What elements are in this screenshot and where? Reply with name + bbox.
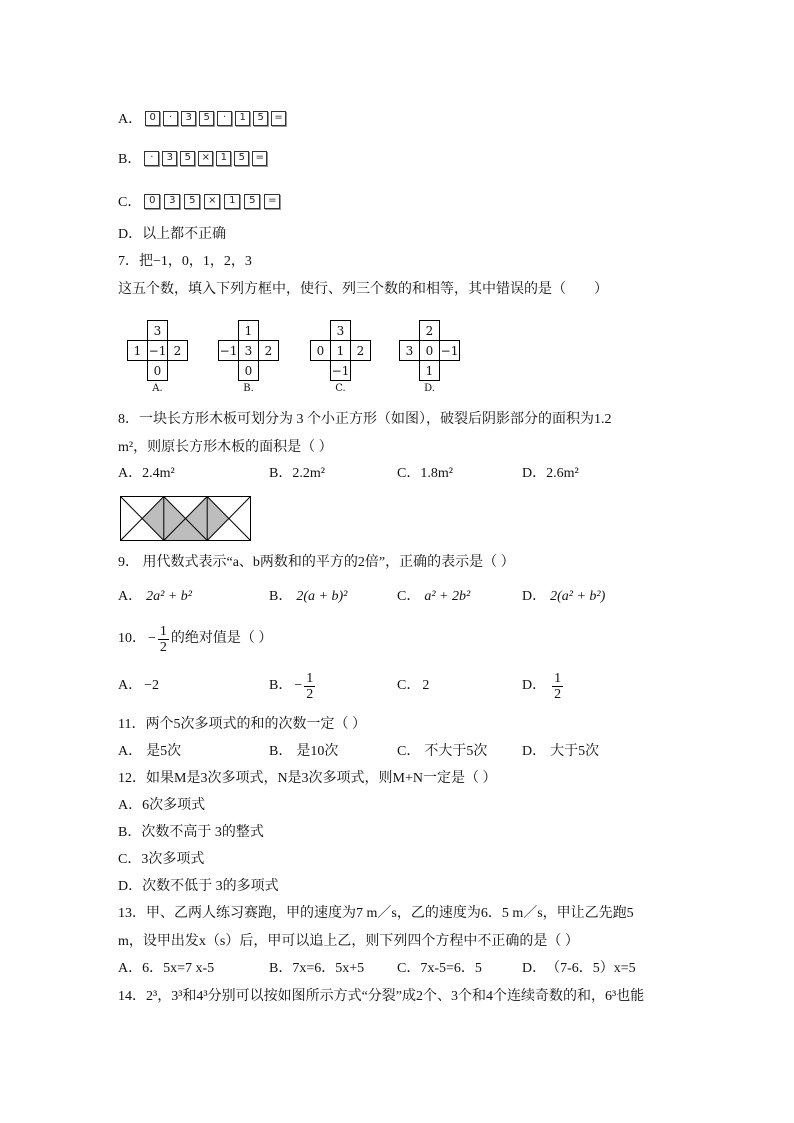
option-a [118, 959, 214, 979]
q6-option-d [0, 225, 794, 245]
cross-cell-left: 0 [310, 340, 331, 361]
question-text: 8．一块长方形木板可划分为 3 个小正方形（如图），破裂后阴影部分的面积为1.2 [118, 412, 612, 427]
math-expression: 2a² + b² [146, 589, 192, 604]
cross-label: D. [424, 383, 435, 394]
shaded-triangle [142, 497, 164, 541]
option-b [269, 959, 364, 979]
q6-option-b [0, 150, 794, 170]
cross-cell-top: 3 [330, 320, 351, 341]
option-letter: A． [118, 678, 143, 693]
calculator-key-sequence [144, 151, 270, 166]
option-b [269, 742, 338, 762]
option-letter: B． [118, 152, 142, 167]
calculator-key: 0 [145, 111, 160, 126]
cross-diagram-c [310, 320, 371, 400]
option-c [397, 959, 482, 979]
question-number: 10． [118, 631, 146, 646]
cross-cell-top: 3 [147, 320, 168, 341]
q12-option-d [0, 877, 794, 897]
fraction-numerator: 1 [306, 670, 314, 686]
option-text: （7-6．5）x=5 [546, 961, 636, 976]
option-text: 2.6m² [546, 466, 579, 481]
question-text: 11．两个5次多项式的和的次数一定（ ） [118, 717, 366, 732]
option-letter: D． [522, 744, 547, 759]
option-letter: A． [118, 589, 143, 604]
option-letter: A． [118, 798, 143, 813]
option-text: 1.8m² [420, 466, 453, 481]
question-text: m，设甲出发x（s）后，甲可以追上乙，则下列四个方程中不正确的是（ ） [118, 934, 579, 949]
calculator-key: 3 [162, 151, 177, 166]
option-a [118, 464, 175, 484]
calculator-key: 5 [234, 151, 249, 166]
q13-options [0, 959, 794, 979]
q9-stem [0, 553, 794, 573]
option-letter: A． [118, 744, 143, 759]
cross-cell-center: 1 [330, 340, 351, 361]
option-d [522, 464, 579, 484]
calculator-key: 1 [224, 194, 240, 209]
option-text: 次数不高于 3的整式 [141, 825, 264, 840]
option-letter: D． [522, 961, 547, 976]
calculator-key: · [163, 111, 178, 126]
math-expression: 2(a + b)² [296, 589, 348, 604]
q12-option-b [0, 823, 794, 843]
cross-diagram-a [127, 320, 188, 400]
option-a [118, 669, 159, 703]
q7-stem-line1 [0, 252, 794, 272]
calculator-key: × [204, 194, 220, 209]
fraction [552, 671, 563, 702]
option-letter: A． [118, 466, 143, 481]
option-text: 7x-5=6．5 [420, 961, 482, 976]
q6-option-a [0, 110, 794, 130]
option-letter: B． [269, 961, 293, 976]
cross-cell-bottom: 0 [238, 360, 259, 381]
option-d [522, 669, 565, 703]
cross-diagram-d [399, 320, 460, 400]
option-a [118, 742, 181, 762]
option-d [522, 742, 599, 762]
shaded-triangle [207, 497, 229, 541]
rectangle-board-figure [120, 496, 251, 541]
cross-label: A. [152, 383, 163, 394]
fraction-numerator: 1 [554, 670, 562, 686]
option-letter: C． [397, 961, 421, 976]
q14-stem [0, 987, 794, 1007]
option-letter: B． [118, 825, 142, 840]
cross-cell-right: −1 [439, 340, 460, 361]
option-letter: D． [522, 466, 547, 481]
option-letter: C． [397, 589, 421, 604]
option-text: 以上都不正确 [142, 227, 227, 242]
option-text: 不大于5次 [424, 744, 488, 759]
cross-cell-center: 0 [419, 340, 440, 361]
fraction [304, 671, 315, 702]
option-b [269, 669, 317, 703]
option-c [397, 669, 429, 703]
option-text: 2 [422, 678, 430, 693]
minus-sign: − [294, 678, 303, 693]
option-text: 7x=6．5x+5 [292, 961, 365, 976]
calculator-key: · [217, 111, 232, 126]
question-text: m²，则原长方形木板的面积是（ ） [118, 440, 333, 455]
q12-option-c [0, 850, 794, 870]
option-letter: D． [118, 879, 143, 894]
question-text: 13．甲、乙两人练习赛跑，甲的速度为7 m／s，乙的速度为6．5 m／s，甲让乙先跑5 [118, 906, 634, 921]
q6-option-c [0, 193, 794, 213]
question-text: 9． 用代数式表示“a、b两数和的平方的2倍”，正确的表示是（ ） [118, 555, 515, 570]
option-text: 6次多项式 [142, 798, 206, 813]
option-letter: C． [118, 852, 142, 867]
cross-cell-center: −1 [147, 340, 168, 361]
option-text: 2.2m² [292, 466, 325, 481]
calculator-key-sequence [145, 111, 289, 126]
question-tail: 的绝对值是（ ） [170, 631, 273, 646]
calculator-key: = [252, 151, 267, 166]
option-letter: B． [269, 744, 293, 759]
fraction [158, 624, 169, 655]
calculator-key-sequence [144, 194, 284, 209]
q10-options [0, 669, 794, 703]
option-letter: C． [397, 744, 421, 759]
cross-cell-bottom: −1 [330, 360, 351, 381]
option-letter: C． [397, 466, 421, 481]
fraction-numerator: 1 [159, 623, 167, 639]
cross-diagram-b [218, 320, 279, 400]
option-text: 是5次 [146, 744, 182, 759]
calculator-key: 3 [181, 111, 196, 126]
q9-options [0, 587, 794, 607]
q13-stem-line2 [0, 932, 794, 952]
option-letter: D． [118, 227, 143, 242]
option-c [397, 464, 453, 484]
option-text: 2.4m² [142, 466, 175, 481]
cross-cell-right: 2 [258, 340, 279, 361]
cross-cell-bottom: 0 [147, 360, 168, 381]
calculator-key: · [144, 151, 159, 166]
q7-stem-line2 [0, 280, 794, 300]
q10-stem [0, 622, 794, 656]
option-d [522, 959, 636, 979]
calculator-key: 3 [164, 194, 180, 209]
calculator-key: 1 [216, 151, 231, 166]
cross-cell-center: 3 [238, 340, 259, 361]
option-letter: C． [118, 195, 142, 210]
option-a [118, 587, 192, 607]
q12-option-a [0, 796, 794, 816]
cross-cell-right: 2 [350, 340, 371, 361]
option-text: 6．5x=7 x-5 [142, 961, 215, 976]
cross-cell-left: −1 [218, 340, 239, 361]
cross-cell-top: 1 [238, 320, 259, 341]
option-text: −2 [144, 678, 160, 693]
option-letter: A． [118, 961, 143, 976]
option-letter: C． [397, 678, 421, 693]
math-expression: a² + 2b² [424, 589, 471, 604]
fraction-denominator: 2 [159, 639, 167, 655]
cross-cell-right: 2 [167, 340, 188, 361]
cross-cell-bottom: 1 [419, 360, 440, 381]
question-text: 这五个数，填入下列方框中，使行、列三个数的和相等，其中错误的是（ ） [118, 282, 608, 297]
fraction-denominator: 2 [306, 686, 314, 702]
calculator-key: 5 [244, 194, 260, 209]
option-letter: D． [522, 589, 547, 604]
q11-stem [0, 715, 794, 735]
q8-stem-line2 [0, 438, 794, 458]
option-b [269, 587, 347, 607]
option-letter: A． [118, 112, 143, 127]
cross-cell-left: 3 [399, 340, 420, 361]
calculator-key: = [271, 111, 286, 126]
option-letter: B． [269, 589, 293, 604]
calculator-key: 5 [199, 111, 214, 126]
minus-sign: − [148, 631, 156, 646]
math-expression: 2(a² + b²) [550, 589, 606, 604]
calculator-key: = [264, 194, 280, 209]
option-text: 3次多项式 [141, 852, 205, 867]
option-c [397, 742, 487, 762]
option-b [269, 464, 325, 484]
question-text: 7．把−1，0，1，2，3 [118, 254, 252, 269]
calculator-key: 5 [253, 111, 268, 126]
option-letter: B． [269, 678, 293, 693]
option-c [397, 587, 470, 607]
calculator-key: 5 [184, 194, 200, 209]
option-letter: D． [522, 678, 547, 693]
option-d [522, 587, 605, 607]
q11-options [0, 742, 794, 762]
cross-cell-top: 2 [419, 320, 440, 341]
calculator-key: 0 [144, 194, 160, 209]
q13-stem-line1 [0, 904, 794, 924]
option-text: 是10次 [296, 744, 339, 759]
option-text: 大于5次 [550, 744, 600, 759]
option-letter: B． [269, 466, 293, 481]
question-text: 12．如果M是3次多项式，N是3次多项式，则M+N一定是（ ） [118, 771, 497, 786]
q8-stem-line1 [0, 410, 794, 430]
cross-label: C. [335, 383, 346, 394]
question-text: 14．2³，3³和4³分别可以按如图所示方式“分裂”成2个、3个和4个连续奇数的和，6³也能 [118, 989, 645, 1004]
fraction-denominator: 2 [554, 686, 562, 702]
calculator-key: 1 [235, 111, 250, 126]
cross-cell-left: 1 [127, 340, 148, 361]
question-text [118, 622, 272, 656]
calculator-key: × [198, 151, 213, 166]
cross-label: B. [243, 383, 254, 394]
option-text: 次数不低于 3的多项式 [142, 879, 279, 894]
q12-stem [0, 769, 794, 789]
q8-options [0, 464, 794, 484]
calculator-key: 5 [180, 151, 195, 166]
